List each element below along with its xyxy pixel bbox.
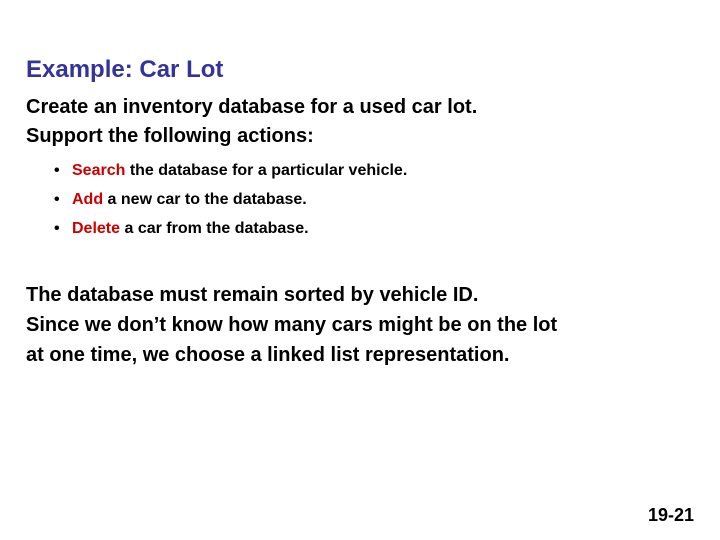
page-number: 19-21 — [647, 505, 694, 525]
action-list — [52, 156, 407, 243]
list-item — [52, 156, 407, 185]
slide-title: Example: Car Lot — [26, 56, 224, 83]
intro-line: Create an inventory database for a used car lot. — [26, 96, 478, 118]
list-item — [52, 185, 407, 214]
action-keyword: Delete — [72, 220, 121, 237]
bullet-icon: • — [54, 191, 60, 208]
action-description: the database for a particular vehicle. — [125, 162, 408, 179]
paragraph-line: Since we don’t know how many cars might be on the lot — [26, 314, 558, 336]
intro-line: Support the following actions: — [26, 125, 314, 147]
intro-text — [26, 93, 477, 151]
paragraph-line: The database must remain sorted by vehicle ID. — [26, 284, 479, 306]
list-item — [52, 214, 407, 243]
paragraph-line: at one time, we choose a linked list representation. — [26, 344, 510, 366]
action-description: a car from the database. — [120, 220, 309, 237]
action-keyword: Add — [72, 191, 104, 208]
bullet-icon: • — [54, 220, 60, 237]
action-keyword: Search — [72, 162, 126, 179]
action-description: a new car to the database. — [103, 191, 307, 208]
body-paragraph — [26, 280, 557, 370]
bullet-icon: • — [54, 162, 60, 179]
